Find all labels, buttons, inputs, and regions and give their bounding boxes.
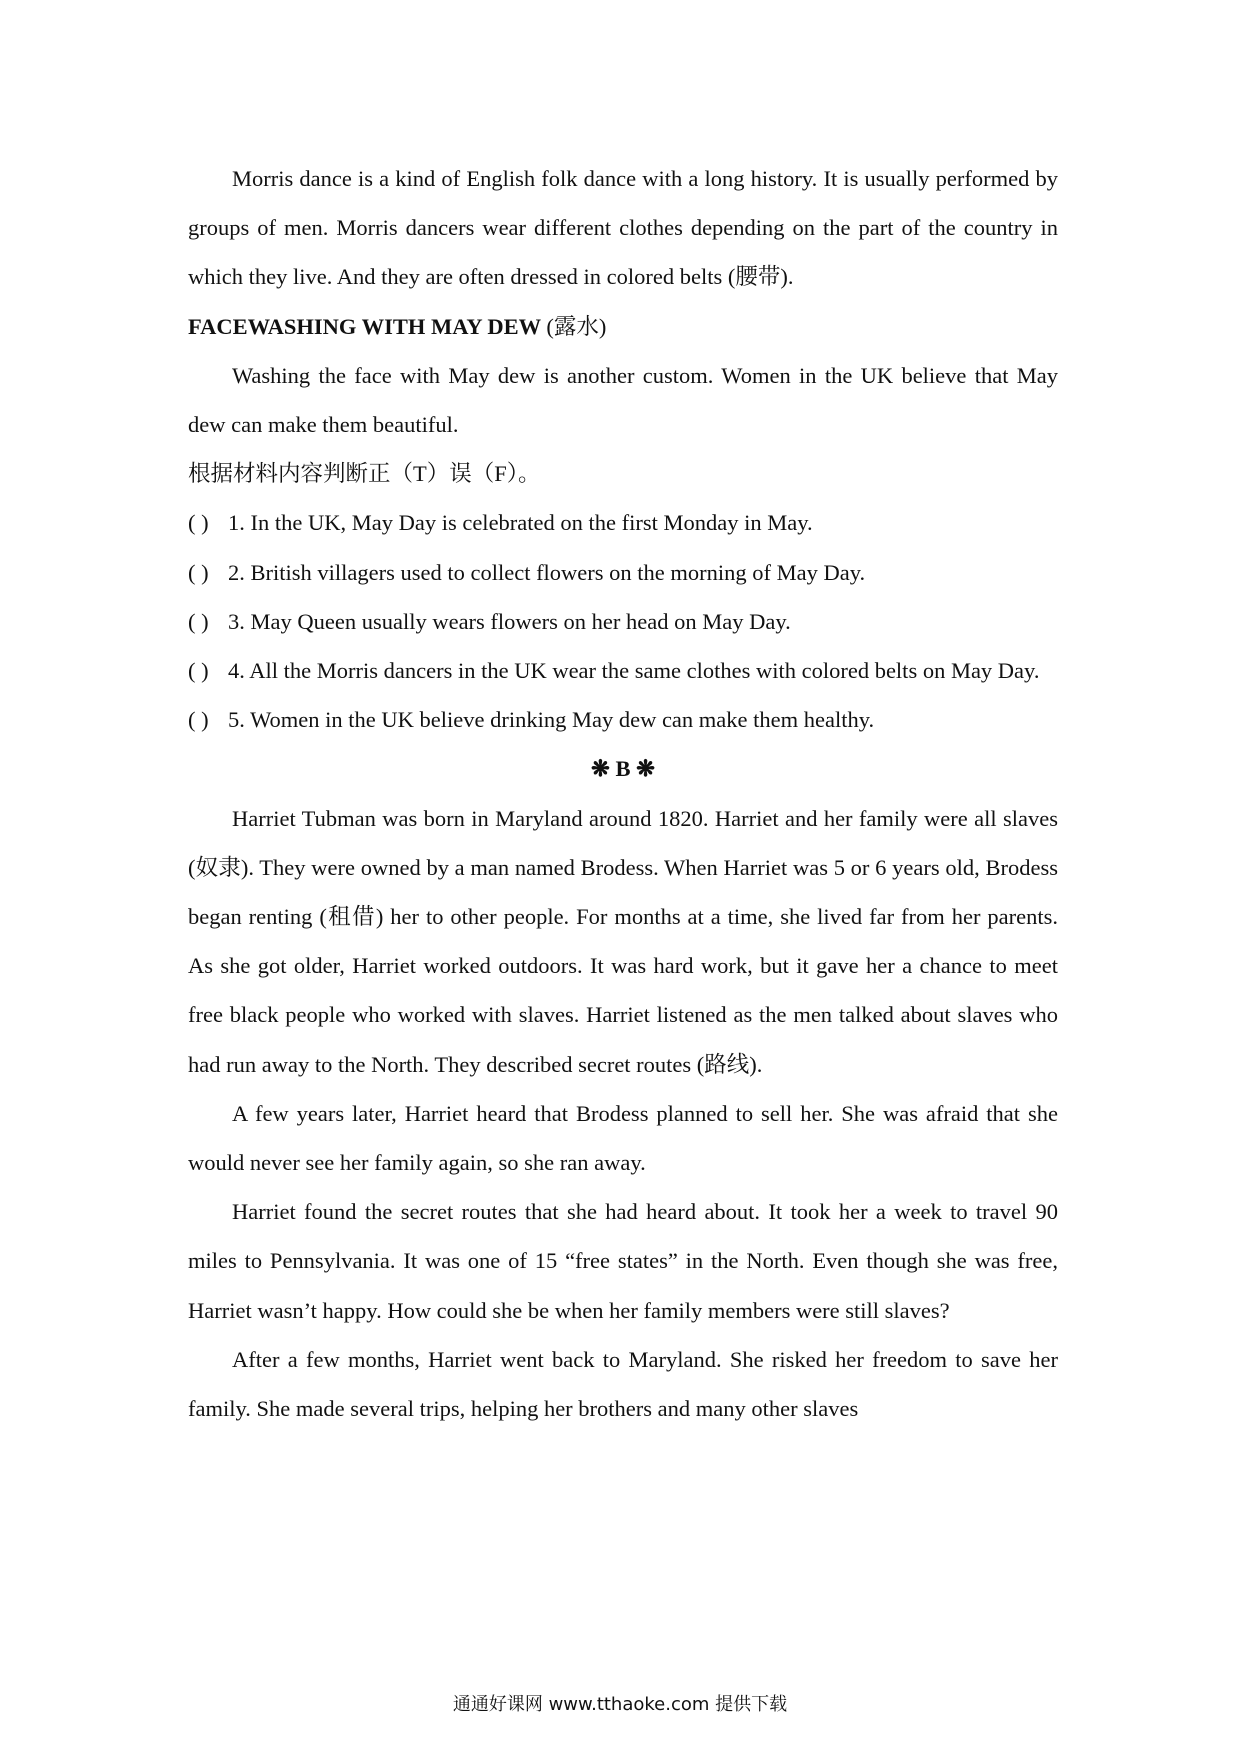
question-text: 2. British villagers used to collect flowers on the morning of May Day. — [228, 559, 866, 585]
answer-blank[interactable]: ( ) — [188, 559, 209, 585]
answer-blank[interactable]: ( ) — [188, 707, 209, 733]
page-footer-source: 通通好课网 www.tthaoke.com 提供下载 — [452, 1694, 788, 1715]
question-text: 3. May Queen usually wears flowers on her head on May Day. — [228, 608, 791, 634]
question-item-4 — [188, 646, 1058, 695]
question-item-1 — [188, 498, 1058, 547]
true-false-instruction: 根据材料内容判断正（T）误（F）。 — [188, 461, 541, 487]
section-heading-facewashing — [188, 302, 1058, 351]
paragraph-may-dew: Washing the face with May dew is another custom. Women in the UK believe that May dew can make them beautiful. — [188, 362, 1058, 438]
question-item-5 — [188, 695, 1058, 744]
question-text: 4. All the Morris dancers in the UK wear the same clothes with colored belts on May Day. — [228, 658, 1040, 684]
question-text: 5. Women in the UK believe drinking May dew can make them healthy. — [228, 707, 875, 733]
section-b-marker: ❋ B ❋ — [591, 756, 655, 782]
question-item-2 — [188, 548, 1058, 597]
paragraph-harriet-4: After a few months, Harriet went back to Maryland. She risked her freedom to save her family. She made several trips, helping her brothers and many other slaves — [188, 1346, 1058, 1422]
paragraph-harriet-3: Harriet found the secret routes that she had heard about. It took her a week to travel 90 miles to Pennsylvania. It was one of 15 “free states” in the North. Even though she was free, Harriet wasn’t happy. How could she be when her family members were still slaves? — [188, 1199, 1058, 1323]
document-body — [188, 154, 1058, 1433]
question-item-3 — [188, 597, 1058, 646]
heading-chinese-gloss: (露水) — [546, 313, 607, 339]
answer-blank[interactable]: ( ) — [188, 608, 209, 634]
heading-main-text: FACEWASHING WITH MAY DEW — [188, 313, 541, 339]
paragraph-harriet-2: A few years later, Harriet heard that Brodess planned to sell her. She was afraid that she would never see her family again, so she ran away. — [188, 1100, 1058, 1176]
paragraph-morris-dance: Morris dance is a kind of English folk dance with a long history. It is usually performed by groups of men. Morris dancers wear different clothes depending on the part of the country in which they live. And they are often dressed in colored belts (腰带). — [188, 166, 1058, 290]
answer-blank[interactable]: ( ) — [188, 510, 209, 536]
question-text: 1. In the UK, May Day is celebrated on the first Monday in May. — [228, 510, 813, 536]
answer-blank[interactable]: ( ) — [188, 658, 209, 684]
paragraph-harriet-1: Harriet Tubman was born in Maryland around 1820. Harriet and her family were all slaves (奴隶). They were owned by a man named Brodess. When Harriet was 5 or 6 years old, Brodess began renting (租借) her to other people. For months at a time, she lived far from her parents. As she got older, Harriet worked outdoors. It was hard work, but it gave her a chance to meet free black people who worked with slaves. Harriet listened as the men talked about slaves who had run away to the North. They described secret routes (路线). — [188, 805, 1058, 1077]
